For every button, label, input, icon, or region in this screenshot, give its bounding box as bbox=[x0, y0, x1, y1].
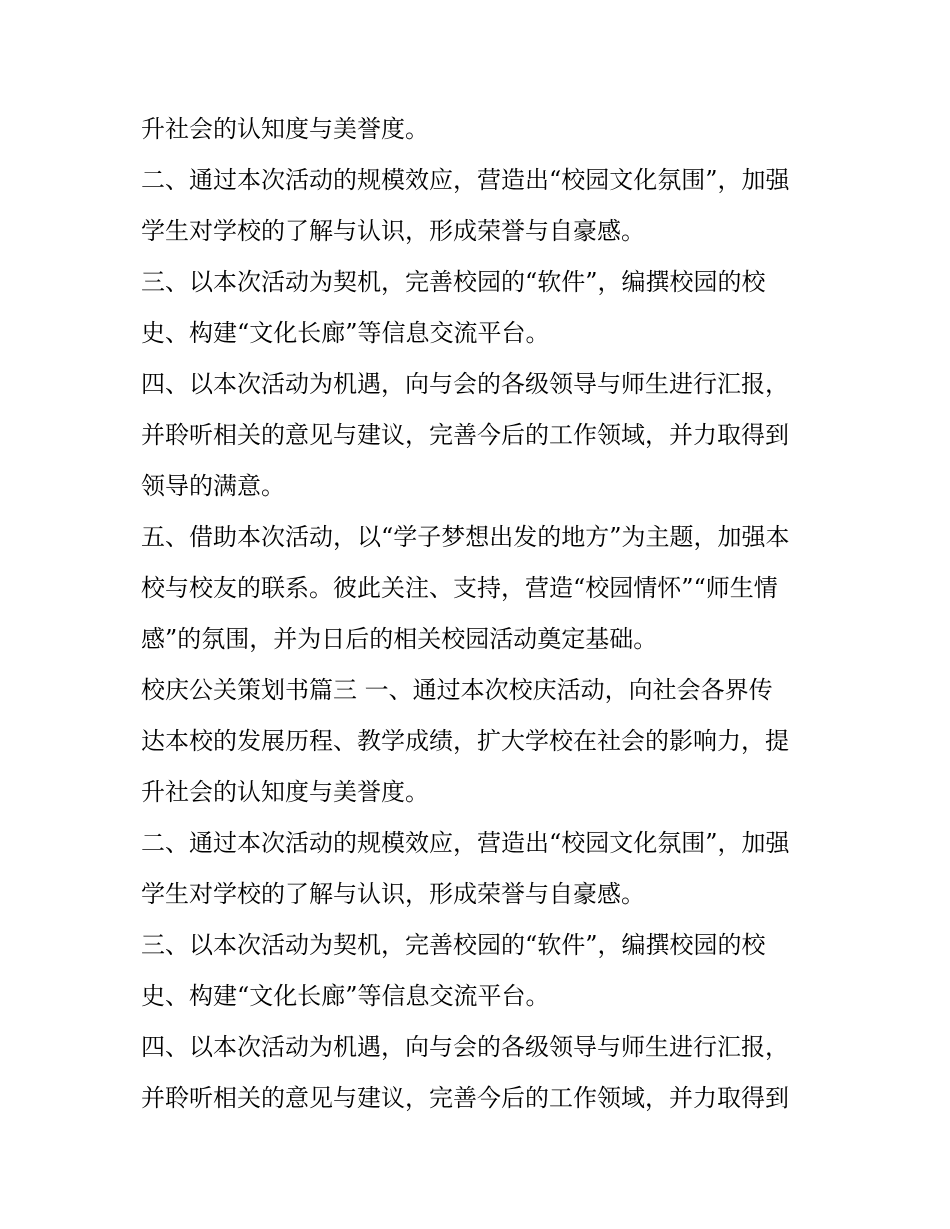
text-line: 领导的满意。 bbox=[141, 472, 285, 500]
text-line: 五、借助本次活动，以“学子梦想出发的地方”为主题，加强本 bbox=[141, 523, 790, 551]
text-line: 二、通过本次活动的规模效应，营造出“校园文化氛围”，加强 bbox=[141, 829, 790, 857]
text-line: 史、构建“文化长廊”等信息交流平台。 bbox=[141, 319, 550, 347]
text-line: 升社会的认知度与美誉度。 bbox=[141, 115, 429, 143]
text-line: 达本校的发展历程、教学成绩，扩大学校在社会的影响力，提 bbox=[141, 727, 789, 755]
text-line: 并聆听相关的意见与建议，完善今后的工作领域，并力取得到 bbox=[141, 1084, 789, 1112]
text-line: 二、通过本次活动的规模效应，营造出“校园文化氛围”，加强 bbox=[141, 166, 790, 194]
text-line: 并聆听相关的意见与建议，完善今后的工作领域，并力取得到 bbox=[141, 421, 789, 449]
text-line: 史、构建“文化长廊”等信息交流平台。 bbox=[141, 982, 550, 1010]
text-line: 校与校友的联系。彼此关注、支持，营造“校园情怀”“师生情 bbox=[141, 574, 778, 602]
text-line: 升社会的认知度与美誉度。 bbox=[141, 778, 429, 806]
text-line: 学生对学校的了解与认识，形成荣誉与自豪感。 bbox=[141, 217, 645, 245]
text-line: 校庆公关策划书篇三 一、通过本次校庆活动，向社会各界传 bbox=[141, 676, 773, 704]
document-body bbox=[141, 104, 821, 1124]
text-line: 学生对学校的了解与认识，形成荣誉与自豪感。 bbox=[141, 880, 645, 908]
text-line: 感”的氛围，并为日后的相关校园活动奠定基础。 bbox=[141, 625, 658, 653]
text-line: 四、以本次活动为机遇，向与会的各级领导与师生进行汇报， bbox=[141, 370, 789, 398]
text-line: 四、以本次活动为机遇，向与会的各级领导与师生进行汇报， bbox=[141, 1033, 789, 1061]
text-line: 三、以本次活动为契机，完善校园的“软件”，编撰校园的校 bbox=[141, 268, 766, 296]
text-line: 三、以本次活动为契机，完善校园的“软件”，编撰校园的校 bbox=[141, 931, 766, 959]
